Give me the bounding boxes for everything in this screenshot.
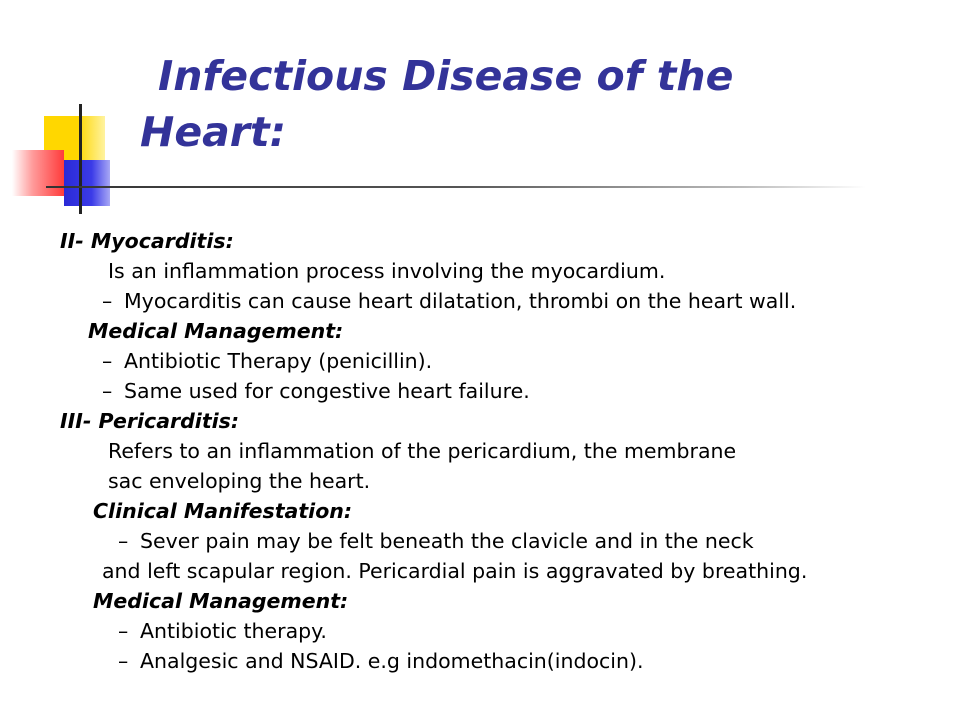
slide-title: [140, 48, 733, 160]
bullet-dash: –: [118, 649, 129, 673]
myocarditis-management-item: [102, 376, 530, 406]
bullet-dash: –: [102, 289, 113, 313]
clinical-manifestation-item-text: Sever pain may be felt beneath the clavicle and in the neck: [140, 529, 754, 553]
bullet-dash: –: [102, 349, 113, 373]
title-underline: [46, 186, 866, 188]
pericarditis-management-heading: Medical Management:: [93, 589, 349, 613]
bullet-dash: –: [118, 529, 129, 553]
decor-red-square: [12, 150, 64, 196]
myocarditis-management-item: [102, 346, 432, 376]
pericarditis-management-item: [118, 646, 644, 676]
pericarditis-definition-line-1: Refers to an inflammation of the pericardium, the membrane: [108, 439, 737, 463]
myocarditis-point: [102, 286, 796, 316]
myocarditis-definition: Is an inflammation process involving the myocardium.: [108, 259, 666, 283]
slide-title-line-1: Infectious Disease of the: [158, 52, 734, 100]
pericarditis-management-item-text: Analgesic and NSAID. e.g indomethacin(indocin).: [140, 649, 644, 673]
bullet-dash: –: [118, 619, 129, 643]
pericarditis-heading: III- Pericarditis:: [60, 409, 240, 433]
clinical-manifestation-heading: Clinical Manifestation:: [93, 499, 353, 523]
pericarditis-definition-line-2: sac enveloping the heart.: [108, 469, 371, 493]
pericarditis-management-item: [118, 616, 327, 646]
myocarditis-management-item-text: Same used for congestive heart failure.: [124, 379, 530, 403]
clinical-manifestation-item-continuation: and left scapular region. Pericardial pain is aggravated by breathing.: [102, 559, 808, 583]
clinical-manifestation-item: [118, 526, 754, 556]
bullet-dash: –: [102, 379, 113, 403]
decor-blue-square: [64, 160, 110, 206]
decor-vertical-line: [79, 104, 82, 214]
myocarditis-point-text: Myocarditis can cause heart dilatation, thrombi on the heart wall.: [124, 289, 797, 313]
myocarditis-heading: II- Myocarditis:: [60, 229, 234, 253]
myocarditis-management-item-text: Antibiotic Therapy (penicillin).: [124, 349, 433, 373]
myocarditis-management-heading: Medical Management:: [88, 319, 344, 343]
slide-title-line-2: Heart:: [140, 108, 287, 156]
pericarditis-management-item-text: Antibiotic therapy.: [140, 619, 327, 643]
